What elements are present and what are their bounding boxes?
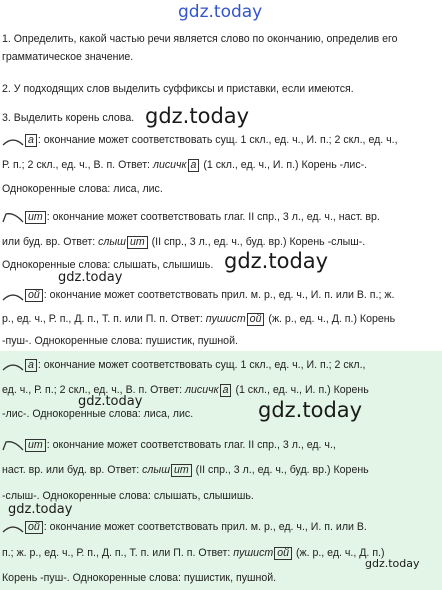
text: (1 скл., ед. ч., И. п.) Корень -лис-.	[203, 159, 368, 171]
answer-word: слыш	[142, 464, 170, 476]
watermark: gdz.today	[258, 398, 363, 422]
block-5-line-1	[2, 438, 438, 452]
block-5-line-2	[2, 463, 438, 477]
watermark: gdz.today	[78, 394, 143, 409]
ending-box: а	[188, 159, 200, 172]
watermark: gdz.today	[58, 270, 123, 285]
text: (II спр., 3 л., ед. ч., буд. вр.) Корень	[195, 464, 369, 476]
block-1-line-3: Однокоренные слова: лиса, лис.	[2, 183, 163, 195]
text: Р. п.; 2 скл., ед. ч., В. п. Ответ:	[2, 159, 151, 171]
text: (ж. р., ед. ч., Д. п.)	[295, 547, 385, 559]
text: (II спр., 3 л., ед. ч., буд. вр.) Корень -слыш-.	[151, 236, 366, 248]
ending-mark-icon	[2, 290, 24, 302]
watermark: gdz.today	[178, 2, 263, 22]
answer-word: лисичк	[152, 159, 187, 171]
block-6-line-3: Корень -пуш-. Однокоренные слова: пушистик, пушной.	[2, 572, 277, 584]
ending-box: ой	[25, 289, 43, 302]
block-1-line-2	[2, 158, 438, 172]
watermark: gdz.today	[365, 557, 420, 570]
ending-mark-icon	[2, 135, 24, 147]
block-6-line-1	[2, 520, 438, 534]
ending-mark-icon	[2, 522, 24, 534]
ending-box: ой	[274, 547, 292, 560]
ending-box: ит	[171, 464, 192, 477]
ending-box: а	[25, 359, 37, 372]
ending-box: ит	[127, 236, 148, 249]
text: : окончание может соответствовать прил. м. р., ед. ч., И. п. или В.	[43, 521, 367, 533]
watermark: gdz.today	[145, 104, 250, 128]
task-3: 3. Выделить корень слова.	[2, 112, 135, 124]
ending-mark-icon	[2, 440, 24, 452]
text: : окончание может соответствовать глаг. II спр., 3 л., ед. ч., наст. вр.	[46, 211, 380, 223]
text: (ж. р., ед. ч., Д. п.) Корень	[268, 313, 396, 325]
ending-mark-icon	[2, 360, 24, 372]
ending-mark-icon	[2, 212, 24, 224]
text: : окончание может соответствовать прил. м. р., ед. ч., И. п. или В. п.; ж.	[43, 289, 395, 301]
block-3-line-2	[2, 312, 438, 326]
watermark: gdz.today	[224, 249, 329, 273]
task-1: 1. Определить, какой частью речи является слово по окончанию, определив его	[2, 33, 398, 45]
block-5-line-3: -слыш-. Однокоренные слова: слышать, слышишь.	[2, 490, 254, 502]
block-2-line-3: Однокоренные слова: слышать, слышишь.	[2, 259, 214, 271]
text: (1 скл., ед. ч., И. п.) Корень	[235, 384, 369, 396]
ending-box: а	[25, 134, 37, 147]
answer-word: лисичк	[185, 384, 219, 396]
ending-box: ой	[25, 521, 43, 534]
answer-word: слыш	[98, 236, 126, 248]
task-1-cont: грамматическое значение.	[2, 51, 134, 63]
text: р., ед. ч., Р. п., Д. п., Т. п. или П. п. Ответ:	[2, 313, 203, 325]
block-3-line-1	[2, 288, 438, 302]
block-3-line-3: -пуш-. Однокоренные слова: пушистик, пушной.	[2, 335, 238, 347]
block-2-line-1	[2, 210, 438, 224]
text: наст. вр. или буд. вр. Ответ:	[2, 464, 140, 476]
text: ед. ч., Р. п.; 2 скл., ед. ч., В. п. Ответ:	[2, 384, 183, 396]
task-2: 2. У подходящих слов выделить суффиксы и приставки, если имеются.	[2, 83, 354, 95]
text: : окончание может соответствовать сущ. 1 скл., ед. ч., И. п.; 2 скл.,	[37, 359, 366, 371]
text: : окончание может соответствовать сущ. 1 скл., ед. ч., И. п.; 2 скл., ед. ч.,	[37, 134, 398, 146]
block-4-line-2	[2, 383, 438, 397]
ending-box: ит	[25, 211, 46, 224]
block-2-line-2	[2, 235, 438, 249]
text: п.; ж. р., ед. ч., Р. п., Д. п., Т. п. или П. п. Ответ:	[2, 547, 231, 559]
text: или буд. вр. Ответ:	[2, 236, 96, 248]
watermark: gdz.today	[8, 502, 73, 517]
answer-word: пушист	[205, 313, 246, 325]
text: : окончание может соответствовать глаг. II спр., 3 л., ед. ч.,	[46, 439, 336, 451]
ending-box: а	[220, 384, 232, 397]
block-4-line-1	[2, 358, 438, 372]
answer-word: пушист	[233, 547, 274, 559]
block-4-line-3: -лис-. Однокоренные слова: лиса, лис.	[2, 408, 194, 420]
block-1-line-1	[2, 133, 438, 147]
ending-box: ой	[247, 313, 265, 326]
ending-box: ит	[25, 439, 46, 452]
